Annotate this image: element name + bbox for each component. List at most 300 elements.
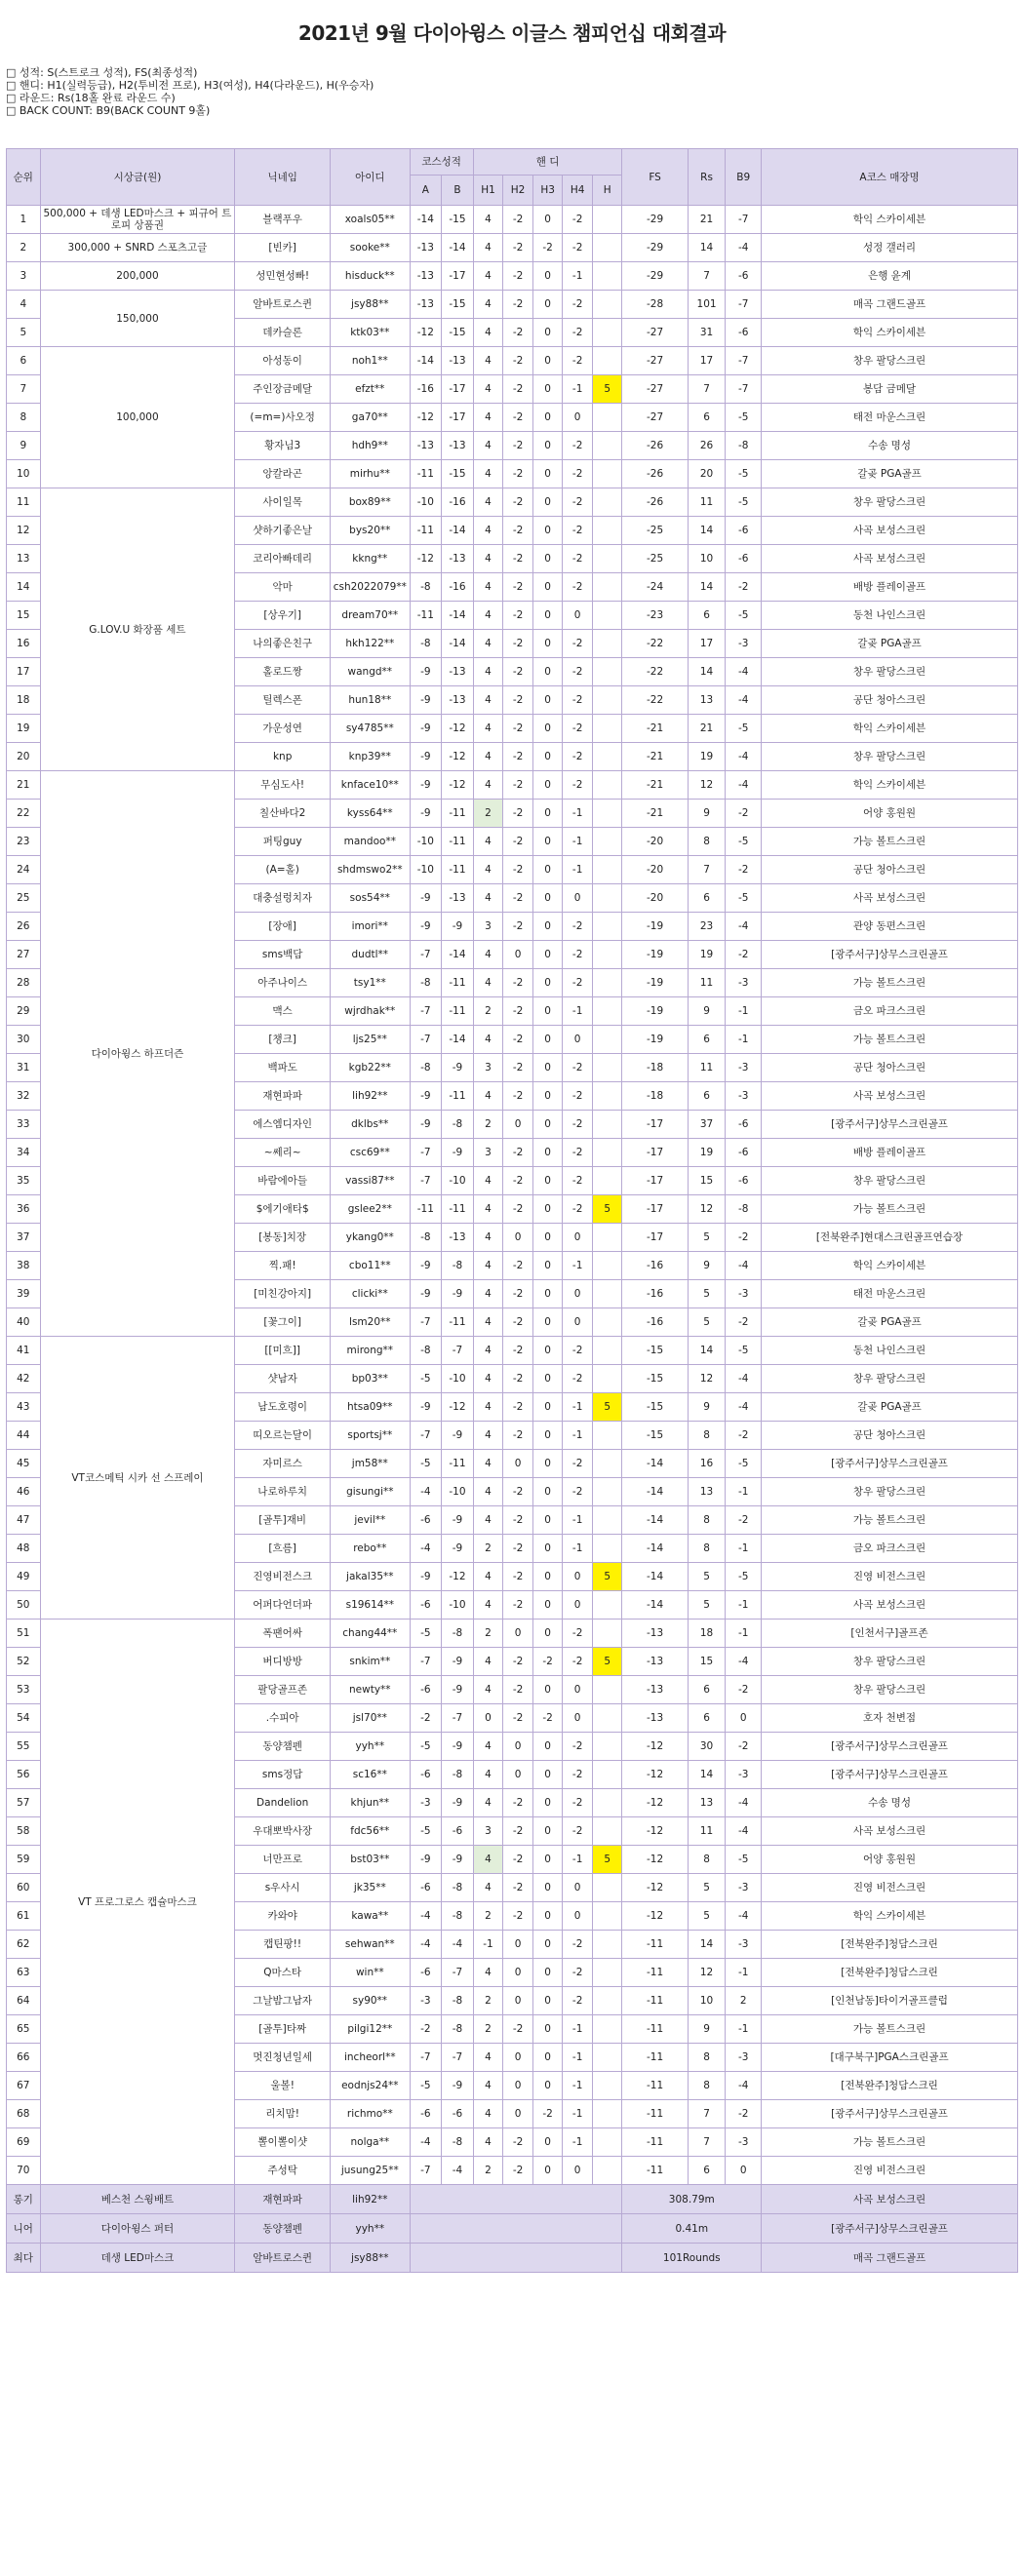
h3-cell: 0 [532,1111,563,1139]
id-cell: ljs25** [331,1026,410,1054]
header-course-score: 코스성적 [410,149,473,176]
h3-cell: 0 [532,1308,563,1337]
h1-cell: 4 [473,1874,503,1902]
h1-cell: 4 [473,1422,503,1450]
nickname-cell: 악마 [235,573,331,602]
table-row [7,1620,1018,1648]
h4-cell: 0 [563,1591,593,1620]
h-cell [592,488,622,517]
award-row [7,2244,1018,2273]
h-cell [592,1082,622,1111]
h4-cell: -1 [563,262,593,291]
h1-cell: 3 [473,1054,503,1082]
rs-cell: 8 [688,1422,726,1450]
h4-cell: -1 [563,1506,593,1535]
id-cell: kyss64** [331,800,410,828]
id-cell: sy90** [331,1987,410,2015]
h3-cell: 0 [532,828,563,856]
b9-cell: -6 [726,1167,762,1195]
score-b-cell: -13 [442,432,474,460]
h2-cell: -2 [503,828,533,856]
h-cell [592,1422,622,1450]
h2-cell: 0 [503,2072,533,2100]
fs-cell: -26 [622,432,688,460]
h3-cell: 0 [532,1931,563,1959]
score-a-cell: -11 [410,602,442,630]
header-rs: Rs [688,149,726,206]
h-cell [592,686,622,715]
h4-cell: -1 [563,800,593,828]
score-a-cell: -9 [410,884,442,913]
id-cell: efzt** [331,375,410,404]
fs-cell: -27 [622,375,688,404]
rs-cell: 11 [688,1054,726,1082]
b9-cell: -6 [726,262,762,291]
h2-cell: 0 [503,1450,533,1478]
store-cell: 배방 플레이골프 [762,1139,1018,1167]
h4-cell: -2 [563,1931,593,1959]
score-b-cell: -14 [442,602,474,630]
fs-cell: -21 [622,800,688,828]
prize-cell: 300,000 + SNRD 스포츠고글 [40,234,235,262]
b9-cell: -1 [726,997,762,1026]
store-cell: [인천서구]골프존 [762,1620,1018,1648]
score-a-cell: -9 [410,658,442,686]
h1-cell: 3 [473,1817,503,1846]
h2-cell: -2 [503,1506,533,1535]
rs-cell: 7 [688,262,726,291]
rank-cell: 33 [7,1111,41,1139]
h1-cell: 4 [473,1252,503,1280]
rank-cell: 58 [7,1817,41,1846]
h-cell [592,1704,622,1733]
b9-cell: -5 [726,404,762,432]
rs-cell: 26 [688,432,726,460]
rank-cell: 47 [7,1506,41,1535]
award-prize: 베스천 스윙배트 [40,2185,235,2214]
h3-cell: 0 [532,630,563,658]
h3-cell: 0 [532,913,563,941]
b9-cell: 0 [726,1704,762,1733]
score-b-cell: -9 [442,1280,474,1308]
score-a-cell: -7 [410,1308,442,1337]
h2-cell: -2 [503,404,533,432]
score-a-cell: -2 [410,2015,442,2044]
award-store: 사곡 보성스크린 [762,2185,1018,2214]
h2-cell: -2 [503,1422,533,1450]
rs-cell: 6 [688,1026,726,1054]
nickname-cell: [장애] [235,913,331,941]
rs-cell: 8 [688,1506,726,1535]
fs-cell: -15 [622,1422,688,1450]
h4-cell: -1 [563,2044,593,2072]
h-cell [592,319,622,347]
award-nickname: 동양챔펜 [235,2214,331,2244]
h-cell: 5 [592,1648,622,1676]
id-cell: s19614** [331,1591,410,1620]
score-b-cell: -14 [442,234,474,262]
score-a-cell: -4 [410,1902,442,1931]
score-a-cell: -3 [410,1987,442,2015]
fs-cell: -12 [622,1874,688,1902]
b9-cell: -5 [726,1846,762,1874]
store-cell: 창우 팔당스크린 [762,1648,1018,1676]
nickname-cell: (A=홀) [235,856,331,884]
h3-cell: 0 [532,488,563,517]
h2-cell: -2 [503,1337,533,1365]
store-cell: [광주서구]상무스크린골프 [762,1761,1018,1789]
rank-cell: 16 [7,630,41,658]
b9-cell: -3 [726,1761,762,1789]
h-cell [592,1167,622,1195]
score-b-cell: -13 [442,884,474,913]
rs-cell: 9 [688,997,726,1026]
id-cell: hun18** [331,686,410,715]
rs-cell: 18 [688,1620,726,1648]
rank-cell: 1 [7,206,41,234]
h4-cell: -2 [563,1478,593,1506]
b9-cell: -2 [726,1676,762,1704]
score-a-cell: -7 [410,1026,442,1054]
rs-cell: 11 [688,1817,726,1846]
h4-cell: 0 [563,1308,593,1337]
rs-cell: 13 [688,1789,726,1817]
fs-cell: -16 [622,1252,688,1280]
h1-cell: 4 [473,602,503,630]
b9-cell: -4 [726,913,762,941]
score-a-cell: -7 [410,1648,442,1676]
h4-cell: -2 [563,206,593,234]
h3-cell: 0 [532,1506,563,1535]
h1-cell: 4 [473,545,503,573]
h2-cell: -2 [503,771,533,800]
b9-cell: -6 [726,1111,762,1139]
award-prize: 데생 LED마스크 [40,2244,235,2273]
h2-cell: -2 [503,884,533,913]
store-cell: 진영 비전스크린 [762,1563,1018,1591]
store-cell: 갈곶 PGA골프 [762,1308,1018,1337]
h-cell [592,545,622,573]
score-b-cell: -8 [442,2128,474,2157]
nickname-cell: 성민현성빠! [235,262,331,291]
award-nickname: 알바트로스퀸 [235,2244,331,2273]
b9-cell: -2 [726,1422,762,1450]
b9-cell: -4 [726,1648,762,1676]
score-a-cell: -7 [410,1139,442,1167]
store-cell: 수송 명성 [762,1789,1018,1817]
rank-cell: 26 [7,913,41,941]
nickname-cell: 무심도사! [235,771,331,800]
id-cell: dklbs** [331,1111,410,1139]
rank-cell: 66 [7,2044,41,2072]
h-cell [592,234,622,262]
rank-cell: 64 [7,1987,41,2015]
score-b-cell: -13 [442,347,474,375]
table-row [7,234,1018,262]
b9-cell: -5 [726,488,762,517]
h1-cell: 4 [473,1450,503,1478]
h4-cell: -2 [563,771,593,800]
header-row [7,149,1018,176]
store-cell: 어양 홍원원 [762,800,1018,828]
h-cell [592,1450,622,1478]
store-cell: 창우 팔당스크린 [762,1365,1018,1393]
h3-cell: 0 [532,545,563,573]
score-a-cell: -4 [410,1535,442,1563]
score-a-cell: -6 [410,1506,442,1535]
h3-cell: 0 [532,347,563,375]
rank-cell: 13 [7,545,41,573]
h2-cell: -2 [503,432,533,460]
store-cell: 가능 볼트스크린 [762,828,1018,856]
rank-cell: 6 [7,347,41,375]
store-cell: [광주서구]상무스크린골프 [762,1111,1018,1139]
fs-cell: -19 [622,997,688,1026]
id-cell: khjun** [331,1789,410,1817]
fs-cell: -17 [622,1139,688,1167]
b9-cell: -6 [726,517,762,545]
rank-cell: 25 [7,884,41,913]
store-cell: [대구북구]PGA스크린골프 [762,2044,1018,2072]
header-rank: 순위 [7,149,41,206]
store-cell: 창우 팔당스크린 [762,1167,1018,1195]
h3-cell: 0 [532,686,563,715]
h3-cell: 0 [532,1620,563,1648]
id-cell: mandoo** [331,828,410,856]
rank-cell: 24 [7,856,41,884]
fs-cell: -11 [622,2128,688,2157]
score-b-cell: -13 [442,545,474,573]
score-a-cell: -14 [410,347,442,375]
fs-cell: -14 [622,1506,688,1535]
h-cell [592,1959,622,1987]
fs-cell: -21 [622,715,688,743]
rs-cell: 6 [688,1676,726,1704]
rs-cell: 7 [688,2128,726,2157]
score-b-cell: -11 [442,997,474,1026]
table-row [7,771,1018,800]
h2-cell: -2 [503,2128,533,2157]
id-cell: fdc56** [331,1817,410,1846]
h-cell [592,743,622,771]
h-cell [592,1506,622,1535]
score-a-cell: -9 [410,1252,442,1280]
rank-cell: 38 [7,1252,41,1280]
table-row [7,488,1018,517]
b9-cell: 2 [726,1987,762,2015]
award-row [7,2214,1018,2244]
h1-cell: 4 [473,1478,503,1506]
award-label: 롱기 [7,2185,41,2214]
award-value: 308.79m [622,2185,762,2214]
h2-cell: -2 [503,1846,533,1874]
h4-cell: -2 [563,1987,593,2015]
store-cell: 학익 스카이세븐 [762,771,1018,800]
score-b-cell: -12 [442,1393,474,1422]
header-store: A코스 매장명 [762,149,1018,206]
id-cell: htsa09** [331,1393,410,1422]
score-a-cell: -12 [410,404,442,432]
id-cell: kawa** [331,1902,410,1931]
h4-cell: -2 [563,1648,593,1676]
score-b-cell: -11 [442,828,474,856]
h3-cell: 0 [532,1959,563,1987]
h3-cell: 0 [532,771,563,800]
score-a-cell: -7 [410,997,442,1026]
h3-cell: 0 [532,658,563,686]
score-a-cell: -12 [410,319,442,347]
nickname-cell: 나의좋은친구 [235,630,331,658]
h3-cell: 0 [532,517,563,545]
id-cell: gslee2** [331,1195,410,1224]
nickname-cell: Dandelion [235,1789,331,1817]
header-fs: FS [622,149,688,206]
b9-cell: 0 [726,2157,762,2185]
rs-cell: 9 [688,800,726,828]
h2-cell: -2 [503,1365,533,1393]
h3-cell: 0 [532,1817,563,1846]
score-b-cell: -13 [442,686,474,715]
header-handicap: 핸 디 [473,149,622,176]
nickname-cell: 너만프로 [235,1846,331,1874]
id-cell: bst03** [331,1846,410,1874]
fs-cell: -17 [622,1195,688,1224]
h4-cell: -2 [563,658,593,686]
h3-cell: 0 [532,2128,563,2157]
score-a-cell: -8 [410,630,442,658]
award-store: [광주서구]상무스크린골프 [762,2214,1018,2244]
id-cell: dudtl** [331,941,410,969]
h1-cell: 4 [473,2100,503,2128]
b9-cell: -3 [726,1874,762,1902]
h3-cell: 0 [532,1478,563,1506]
h-cell [592,1478,622,1506]
score-b-cell: -11 [442,1082,474,1111]
rs-cell: 8 [688,2044,726,2072]
h2-cell: 0 [503,1224,533,1252]
id-cell: hdh9** [331,432,410,460]
h4-cell: -1 [563,2072,593,2100]
nickname-cell: 그날밤그남자 [235,1987,331,2015]
h2-cell: -2 [503,1195,533,1224]
h4-cell: -1 [563,1393,593,1422]
store-cell: [광주서구]상무스크린골프 [762,1450,1018,1478]
h3-cell: 0 [532,1280,563,1308]
fs-cell: -11 [622,2044,688,2072]
legend-line: □ BACK COUNT: B9(BACK COUNT 9홀) [6,104,211,117]
h-cell [592,1733,622,1761]
nickname-cell: 카와야 [235,1902,331,1931]
h4-cell: -2 [563,686,593,715]
fs-cell: -20 [622,856,688,884]
h2-cell: 0 [503,1620,533,1648]
b9-cell: -3 [726,969,762,997]
score-b-cell: -14 [442,517,474,545]
h4-cell: -2 [563,545,593,573]
id-cell: gisungi** [331,1478,410,1506]
results-table [6,148,1018,2273]
store-cell: 봉담 금메달 [762,375,1018,404]
rs-cell: 6 [688,2157,726,2185]
legend [6,66,374,117]
h-cell [592,2100,622,2128]
b9-cell: -1 [726,1620,762,1648]
rs-cell: 5 [688,1308,726,1337]
rank-cell: 45 [7,1450,41,1478]
nickname-cell: 앙칼라곤 [235,460,331,488]
rs-cell: 5 [688,1591,726,1620]
b9-cell: -3 [726,1082,762,1111]
h4-cell: -1 [563,1422,593,1450]
rank-cell: 42 [7,1365,41,1393]
store-cell: [인천남동]타이거골프클럽 [762,1987,1018,2015]
nickname-cell: 가운성연 [235,715,331,743]
nickname-cell: ~쎄리~ [235,1139,331,1167]
score-b-cell: -8 [442,1902,474,1931]
h2-cell: -2 [503,1478,533,1506]
table-row [7,347,1018,375]
store-cell: 창우 팔당스크린 [762,1676,1018,1704]
id-cell: kgb22** [331,1054,410,1082]
h3-cell: -2 [532,1648,563,1676]
rs-cell: 5 [688,1224,726,1252]
h-cell [592,404,622,432]
rs-cell: 19 [688,941,726,969]
rank-cell: 46 [7,1478,41,1506]
id-cell: jsy88** [331,291,410,319]
fs-cell: -13 [622,1620,688,1648]
score-a-cell: -8 [410,1337,442,1365]
h1-cell: 4 [473,941,503,969]
empty-cell [410,2185,622,2214]
rs-cell: 14 [688,517,726,545]
h2-cell: -2 [503,1280,533,1308]
b9-cell: -1 [726,1959,762,1987]
store-cell: 동천 나인스크린 [762,602,1018,630]
h4-cell: -2 [563,1139,593,1167]
b9-cell: -5 [726,1337,762,1365]
h4-cell: -2 [563,913,593,941]
b9-cell: -3 [726,630,762,658]
score-b-cell: -10 [442,1478,474,1506]
fs-cell: -22 [622,630,688,658]
score-b-cell: -9 [442,1506,474,1535]
rs-cell: 19 [688,743,726,771]
nickname-cell: [골투]재비 [235,1506,331,1535]
rs-cell: 14 [688,1761,726,1789]
h2-cell: -2 [503,2015,533,2044]
store-cell: 수송 명성 [762,432,1018,460]
h4-cell: -2 [563,1450,593,1478]
score-b-cell: -15 [442,319,474,347]
header-h: H [592,176,622,206]
score-b-cell: -7 [442,1704,474,1733]
id-cell: chang44** [331,1620,410,1648]
h2-cell: -2 [503,1082,533,1111]
h-cell [592,1591,622,1620]
fs-cell: -11 [622,1987,688,2015]
rs-cell: 6 [688,1082,726,1111]
table-row [7,262,1018,291]
fs-cell: -22 [622,658,688,686]
fs-cell: -12 [622,1789,688,1817]
rank-cell: 15 [7,602,41,630]
store-cell: [전북완주]현대스크린골프연습장 [762,1224,1018,1252]
fs-cell: -14 [622,1450,688,1478]
h3-cell: 0 [532,1393,563,1422]
score-b-cell: -8 [442,1252,474,1280]
h1-cell: 4 [473,1676,503,1704]
